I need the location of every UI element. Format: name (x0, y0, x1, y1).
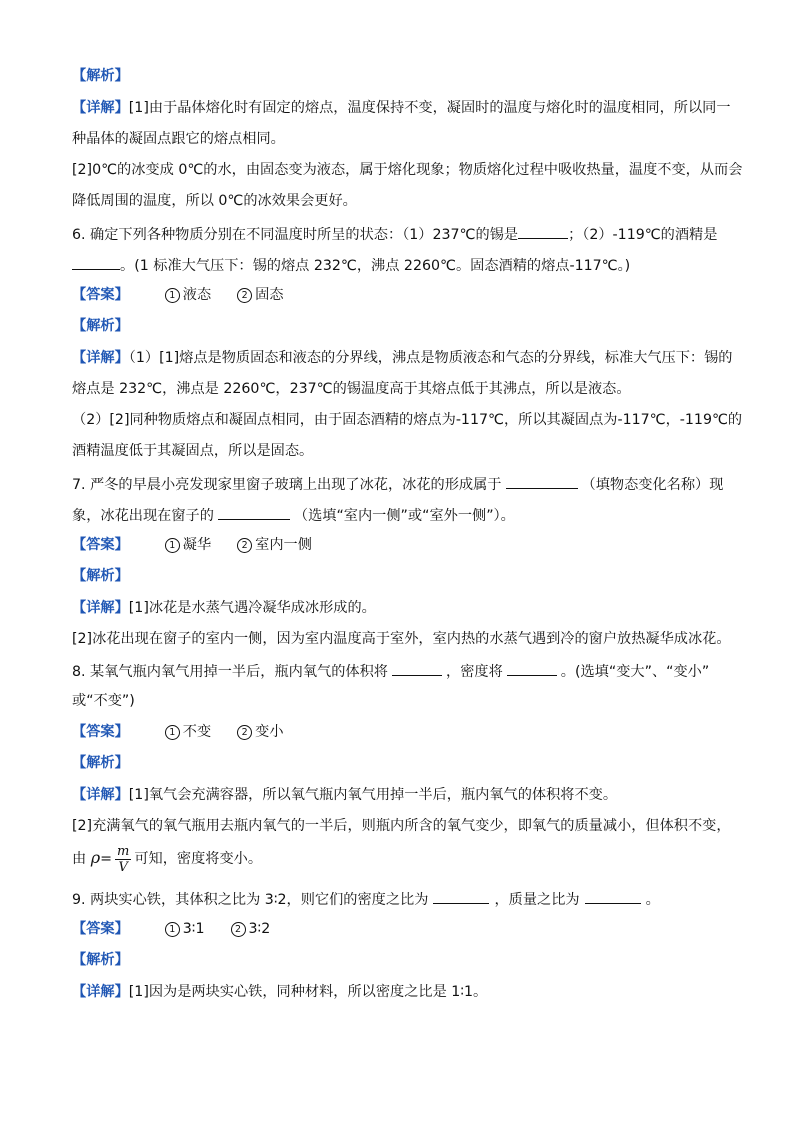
marker-2: 2 (237, 288, 252, 303)
formula-rho: ρ (90, 848, 101, 867)
q6-detail-line: 熔点是 232℃，沸点是 2260℃，237℃的锡温度高于其熔点低于其沸点，所以是液态。 (72, 381, 631, 397)
q6-stem: 。(1 标准大气压下：锡的熔点 232℃，沸点 2260℃。固态酒精的熔点-117℃。) (72, 254, 630, 276)
q8-stem: 或“不变”) (72, 693, 135, 709)
q7-stem: 象，冰花出现在窗子的 （选填“室内一侧”或“室外一侧”）。 (72, 504, 515, 526)
q6-stem: 6. 确定下列各种物质分别在不同温度时所呈的状态：（1）237℃的锡是 ；（2）-119℃的酒精是 (72, 223, 717, 245)
q7-detail-line: 【详解】[1]冰花是水蒸气遇冷凝华成冰形成的。 (72, 600, 376, 616)
q8-stem: 8. 某氧气瓶内氧气用掉一半后，瓶内氧气的体积将 ，密度将 。(选填“变大”、“变小” (72, 660, 709, 682)
marker-2: 2 (231, 922, 246, 937)
marker-1: 1 (165, 538, 180, 553)
q9-analysis-tag: 【解析】 (72, 952, 129, 968)
q8-detail-line: 【详解】[1]氧气会充满容器，所以氧气瓶内氧气用掉一半后，瓶内氧气的体积将不变。 (72, 787, 618, 803)
q6-blank-1 (518, 223, 568, 239)
q5-detail-line: 【详解】[1]由于晶体熔化时有固定的熔点，温度保持不变，凝固时的温度与熔化时的温度相同，所以同一 (72, 100, 731, 116)
marker-1: 1 (165, 922, 180, 937)
q6-detail-line: （2）[2]同种物质熔点和凝固点相同，由于固态酒精的熔点为-117℃，所以其凝固点为-117℃，-119℃的 (72, 412, 743, 428)
marker-2: 2 (237, 725, 252, 740)
q7-blank-1 (506, 473, 578, 489)
q5-analysis-tag: 【解析】 (72, 68, 129, 84)
q6-detail-line: 【详解】（1）[1]熔点是物质固态和液态的分界线，沸点是物质液态和气态的分界线，标准大气压下：锡的 (72, 350, 733, 366)
q8-detail-line: [2]充满氧气的氧气瓶用去瓶内氧气的一半后，则瓶内所含的氧气变少，即氧气的质量减小，但体积不变， (72, 818, 731, 834)
q7-stem: 7. 严冬的早晨小亮发现家里窗子玻璃上出现了冰花，冰花的形成属于 （填物态变化名称）现 (72, 473, 723, 495)
q9-detail-line: 【详解】[1]因为是两块实心铁，同种材料，所以密度之比是 1∶1。 (72, 984, 488, 1000)
q6-answer: 【答案】 1 液态 2 固态 (72, 287, 284, 303)
q9-blank-2 (585, 888, 641, 904)
q6-analysis-tag: 【解析】 (72, 318, 129, 334)
q7-answer: 【答案】 1 凝华 2 室内一侧 (72, 537, 312, 553)
q6-detail-line: 酒精温度低于其凝固点，所以是固态。 (72, 443, 314, 459)
q7-analysis-tag: 【解析】 (72, 568, 129, 584)
marker-2: 2 (237, 538, 252, 553)
q5-detail-line: 种晶体的凝固点跟它的熔点相同。 (72, 131, 285, 147)
q8-answer: 【答案】 1 不变 2 变小 (72, 724, 284, 740)
q7-detail-line: [2]冰花出现在窗子的室内一侧，因为室内温度高于室外，室内热的水蒸气遇到冷的窗户放热凝华成冰花。 (72, 631, 731, 647)
marker-1: 1 (165, 288, 180, 303)
q8-formula-line: 由 ρ= $\frac{m}{V}$ 可知，密度将变小。 (72, 843, 263, 875)
q5-detail-line: [2]0℃的冰变成 0℃的水，由固态变为液态，属于熔化现象；物质熔化过程中吸收热量，温度不变，从而会 (72, 162, 743, 178)
formula-fraction: $\frac{m}{V}$ (117, 843, 130, 875)
q6-blank-2 (72, 254, 120, 270)
q8-blank-2 (507, 660, 557, 676)
q7-blank-2 (218, 504, 290, 520)
q9-answer: 【答案】 1 3∶1 2 3∶2 (72, 921, 271, 937)
q5-detail-line: 降低周围的温度，所以 0℃的冰效果会更好。 (72, 193, 357, 209)
q9-blank-1 (433, 888, 489, 904)
q9-stem: 9. 两块实心铁，其体积之比为 3∶2，则它们的密度之比为 ，质量之比为 。 (72, 888, 660, 910)
q8-blank-1 (392, 660, 442, 676)
marker-1: 1 (165, 725, 180, 740)
q8-analysis-tag: 【解析】 (72, 755, 129, 771)
